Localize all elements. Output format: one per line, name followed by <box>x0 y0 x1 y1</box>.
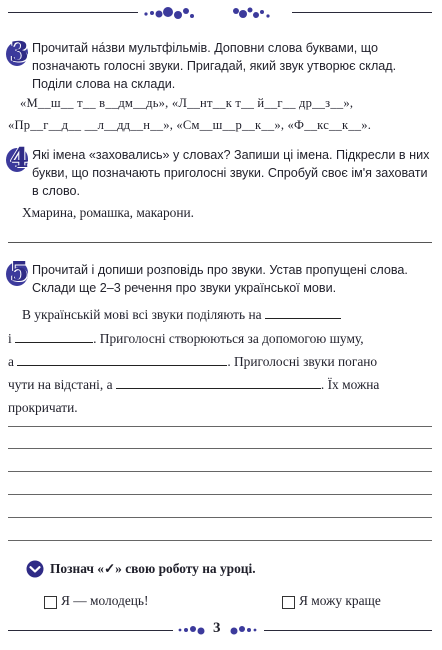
task-5-text-line-2-start: і <box>8 331 12 346</box>
task-5-instruction: Прочитай і допиши розповідь про звуки. Устав пропущені слова. Склади ще 2–3 речення про звуки української мови. <box>32 263 408 295</box>
footer-rule-left <box>8 630 173 631</box>
self-check-prompt: Познач «✓» свою роботу на уроці. <box>50 561 256 576</box>
writing-line-1[interactable] <box>8 426 432 427</box>
page-number: 3 <box>213 620 221 636</box>
task-5-number: 5 <box>10 257 29 288</box>
task-3-instruction: Прочитай на́зви мультфільмів. Доповни слова буквами, що позначають голосні звуки. Пригадай, який звук утворює склад. Поділи слова на склади. <box>32 41 397 91</box>
footer-rule-right <box>264 630 432 631</box>
task-3-words-line-2: «Пр__г__д__ __л__дд__н__», «См__ш__р__к__», «Ф__кс__к__». <box>8 118 372 132</box>
task-5-text-line-4-end: . Їх можна <box>320 377 380 392</box>
task-5-text-line-4 <box>8 377 379 393</box>
task-5-text-line-5: прокричати. <box>8 400 78 415</box>
self-check-checkbox-1[interactable] <box>44 596 57 609</box>
self-check-option-2: Я можу краще <box>299 593 381 608</box>
footer-ornament-right-icon <box>228 624 260 636</box>
task-3-number-badge <box>6 38 30 68</box>
top-rule-right <box>292 12 432 13</box>
task-3-words-line-1: «М__ш__ т__ в__дм__дь», «Л__нт__к т__ й__г__ др__з__», <box>20 96 354 110</box>
task-4-instruction: Які імена «заховались» у словах? Запиши ці імена. Підкресли в них букви, що позначають приголосні звуки. Спробуй своє ім'я заховати в слово. <box>32 148 430 198</box>
task-5-blank-2[interactable] <box>15 341 93 343</box>
self-check-checkbox-2[interactable] <box>282 596 295 609</box>
writing-line-3[interactable] <box>8 471 432 472</box>
task-5-blank-3[interactable] <box>17 364 227 366</box>
writing-line-5[interactable] <box>8 517 432 518</box>
task-5-text-line-3-end: . Приголосні звуки погано <box>227 354 378 369</box>
task-4-number: 4 <box>10 143 29 174</box>
task-5-text-line-3-start: а <box>8 354 14 369</box>
self-check-option-1: Я — молодець! <box>61 593 149 608</box>
task-3-number: 3 <box>10 37 29 68</box>
task-5-text-line-2 <box>8 331 364 347</box>
top-ornament-icon <box>140 2 290 24</box>
writing-line-2[interactable] <box>8 448 432 449</box>
writing-line-6[interactable] <box>8 540 432 541</box>
task-5-text-line-1 <box>22 307 341 323</box>
chevron-down-circle-icon <box>26 560 44 578</box>
task-5-text-line-3 <box>8 354 377 370</box>
task-5-blank-4[interactable] <box>116 387 321 389</box>
footer-ornament-left-icon <box>176 624 208 636</box>
task-4-words: Хмарина, ромашка, макарони. <box>22 205 195 220</box>
task-5-text-line-1-label: В українській мові всі звуки поділяють на <box>22 307 262 322</box>
task-5-text-line-2-end: . Приголосні створюються за допомогою шуму, <box>93 331 364 346</box>
task-5-blank-1[interactable] <box>265 317 341 319</box>
task-4-number-badge <box>6 144 30 174</box>
task-4-answer-line[interactable] <box>8 242 432 243</box>
task-5-number-badge <box>6 258 30 288</box>
task-5-text-line-4-start: чути на відстані, а <box>8 377 113 392</box>
top-rule-left <box>8 12 138 13</box>
writing-line-4[interactable] <box>8 494 432 495</box>
